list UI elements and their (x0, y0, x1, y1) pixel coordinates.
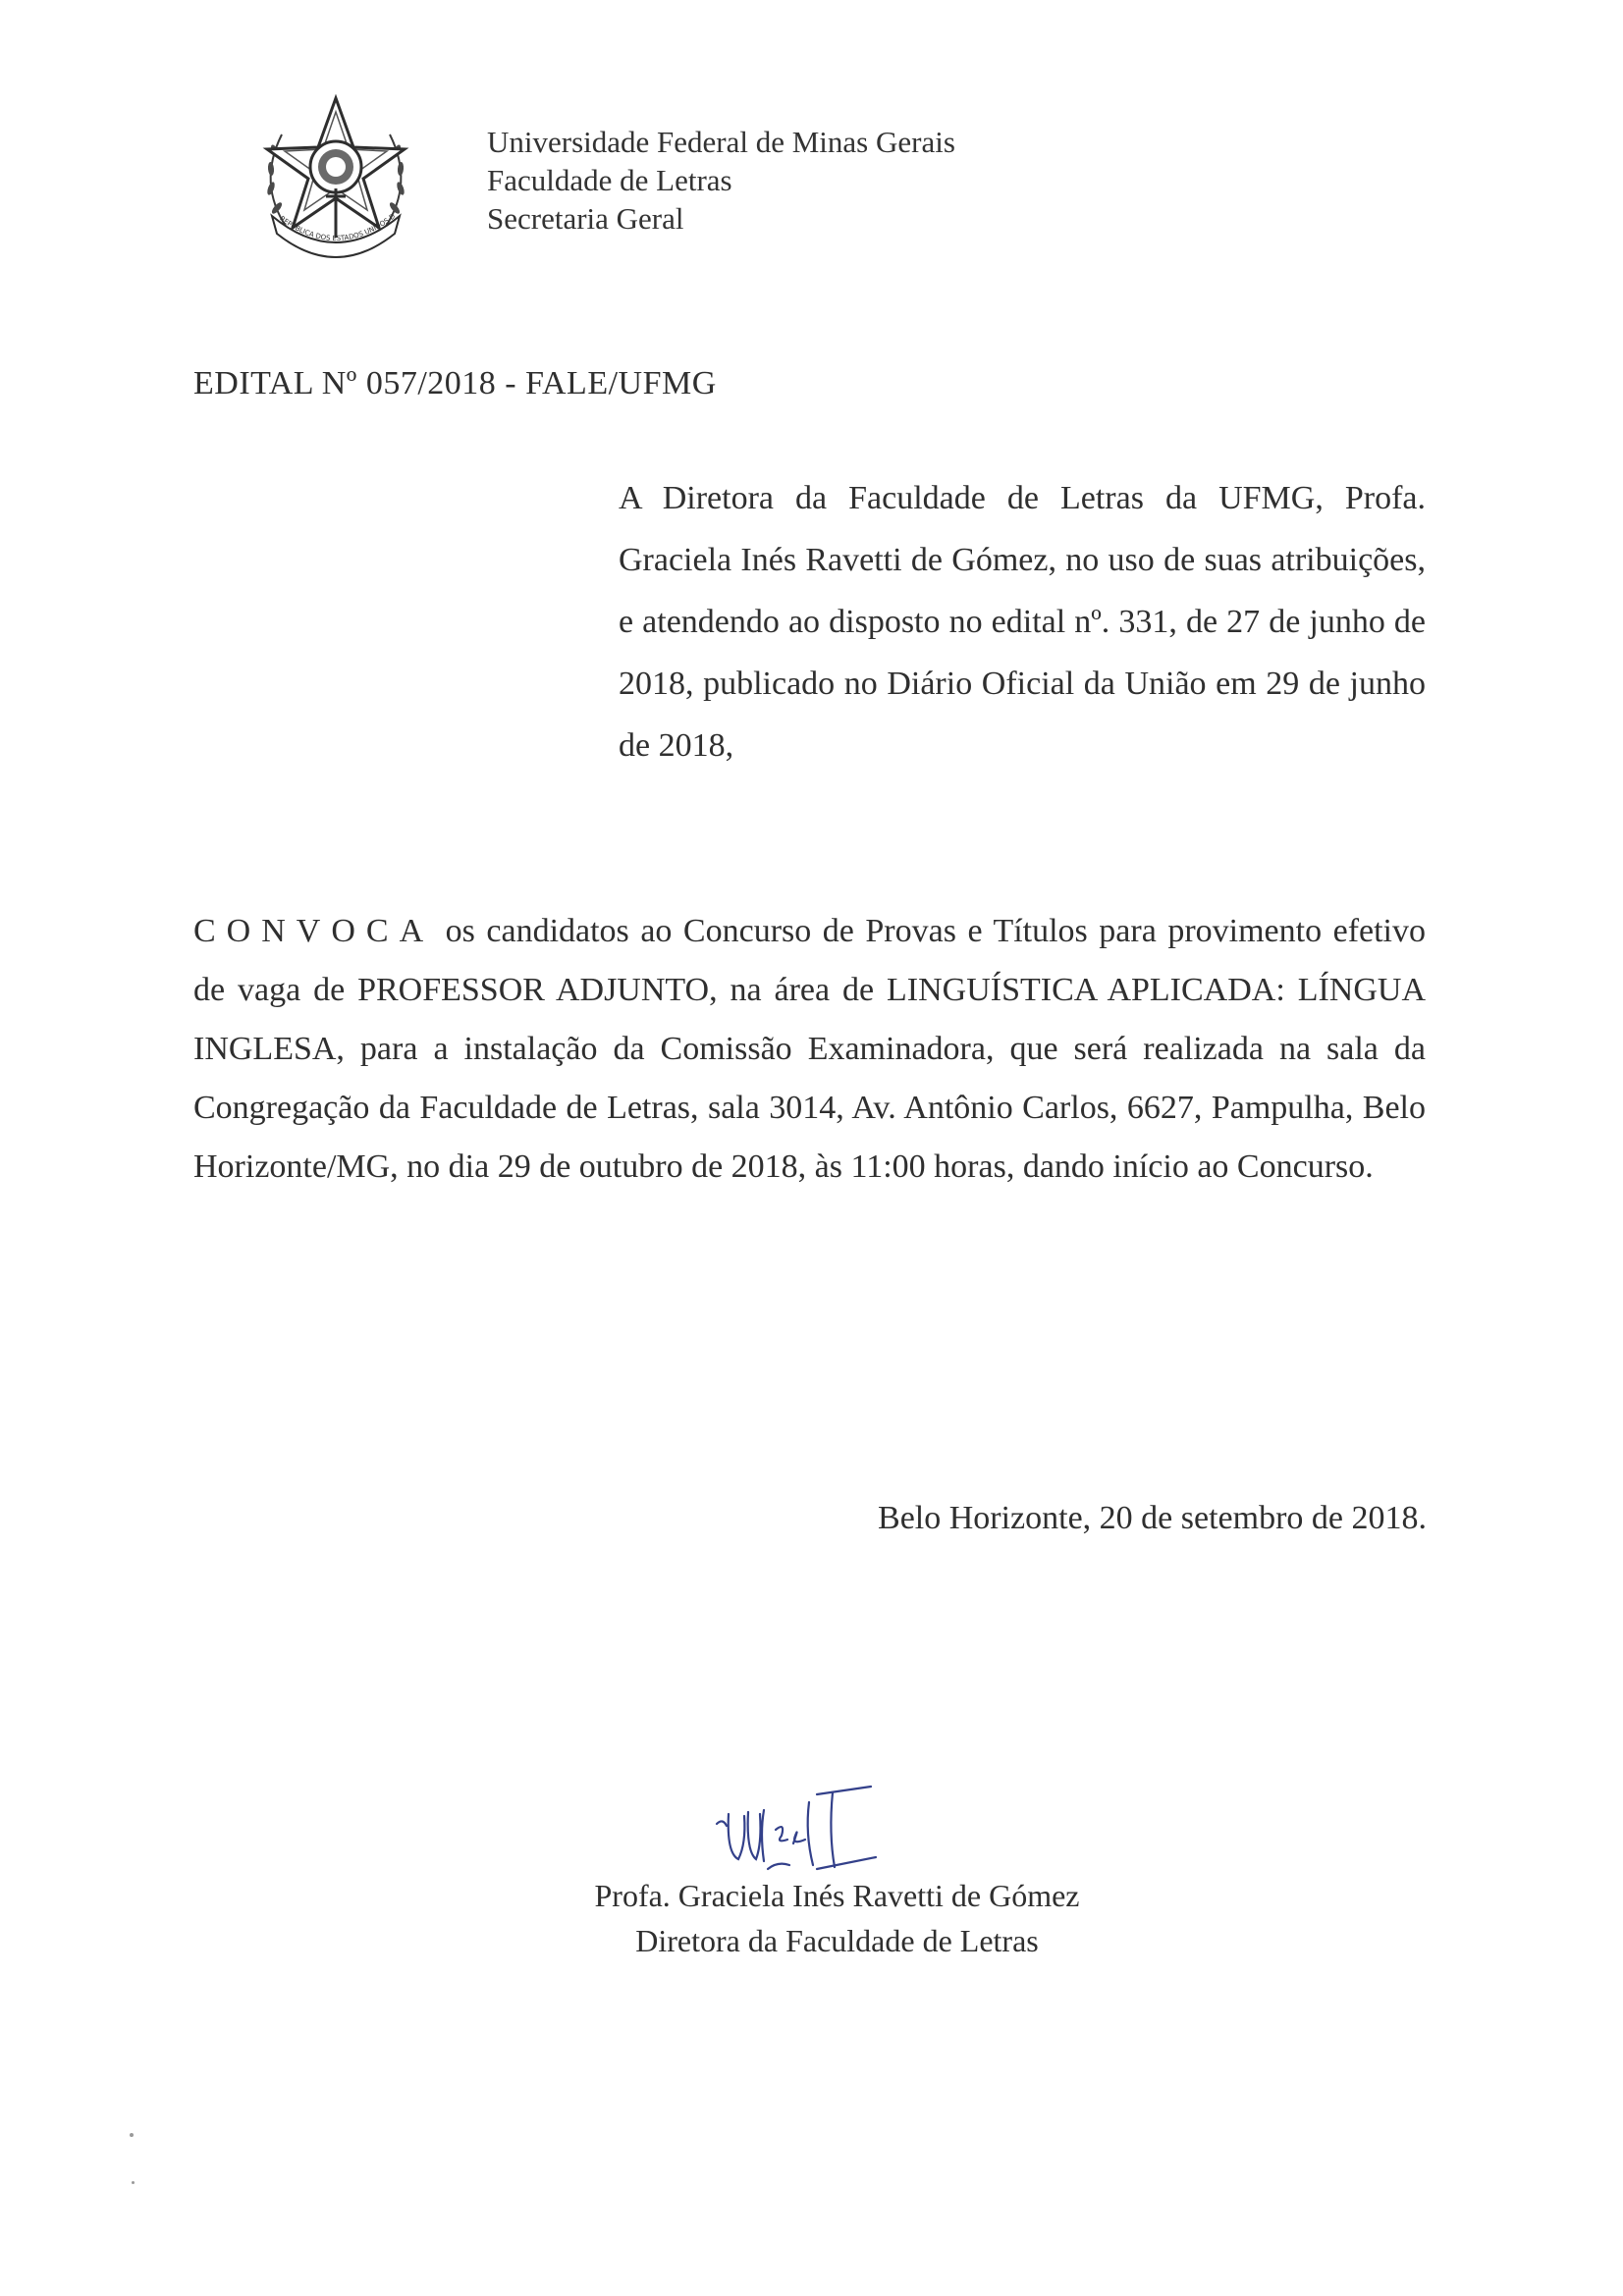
convoca-lead: CONVOCA (193, 913, 435, 949)
signatory-role: Diretora da Faculdade de Letras (635, 1923, 1039, 1958)
place-date: Belo Horizonte, 20 de setembro de 2018. (878, 1500, 1427, 1536)
handwritten-signature-icon (699, 1775, 895, 1883)
scan-speck (130, 2133, 134, 2137)
institution-line-faculty: Faculdade de Letras (487, 163, 732, 197)
signatory-block (393, 1873, 1281, 1963)
convoca-body: os candidatos ao Concurso de Provas e Títulos para provimento efetivo de vaga de PROFESSOR ADJUNTO, na área de LINGUÍSTICA APLICADA: LÍNGUA INGLESA, para a instalação da Comissão Examinadora, que será realizada na sala da Congregação da Faculdade de Letras, sala 3014, Av. Antônio Carlos, 6627, Pampulha, Belo Horizonte/MG, no dia 29 de outubro de 2018, às 11:00 horas, dando início ao Concurso. (193, 913, 1426, 1185)
convoca-paragraph (193, 902, 1426, 1197)
institution-line-secretariat: Secretaria Geral (487, 201, 684, 236)
preamble-paragraph: A Diretora da Faculdade de Letras da UFMG, Profa. Graciela Inés Ravetti de Gómez, no uso de suas atribuições, e atendendo ao disposto no edital nº. 331, de 27 de junho de 2018, publicado no Diário Oficial da União em 29 de junho de 2018, (619, 480, 1426, 764)
signatory-name: Profa. Graciela Inés Ravetti de Gómez (594, 1878, 1080, 1913)
institution-line-university: Universidade Federal de Minas Gerais (487, 125, 955, 159)
seal-text: REPÚBLICA DOS ESTADOS UNIDOS D (278, 212, 398, 243)
coat-of-arms-icon (247, 90, 424, 262)
edital-title: EDITAL Nº 057/2018 - FALE/UFMG (193, 365, 717, 401)
institution-header (487, 123, 955, 238)
scan-speck (132, 2181, 135, 2184)
